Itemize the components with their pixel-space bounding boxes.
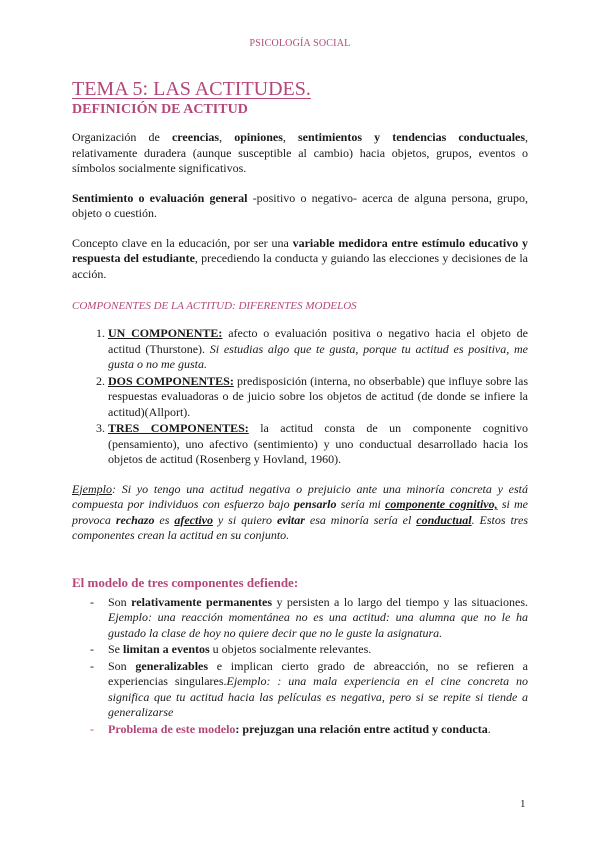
text-run: u objetos socialmente relevantes.	[209, 642, 372, 656]
models-list	[72, 326, 528, 468]
text-run: predisposición (interna, no obserbable) que influye sobre las respuestas evaluadoras o de juicio sobre los objetos de actitud (de donde se infiere la actitud)(Allport).	[108, 373, 528, 419]
three-components-heading: El modelo de tres componentes defiende:	[72, 574, 299, 590]
list-item	[108, 642, 528, 658]
list-item	[108, 722, 528, 738]
model-label: TRES COMPONENTES:	[108, 421, 249, 435]
text-run: y persisten a lo largo del tiempo y las situaciones.	[272, 594, 528, 609]
example-paragraph	[72, 482, 528, 544]
bold-term: Sentimiento o evaluación general	[72, 190, 248, 205]
text-run: sería mi	[336, 497, 386, 511]
bold-term: pensarlo	[293, 497, 337, 511]
page-content	[72, 78, 528, 738]
italic-example: Ejemplo: : una mala experiencia en el cine concreta no significa que tu actitud hacia las películas es negativa, pero si se repite si tiende a generalizarse	[108, 674, 528, 719]
text-run: ,	[282, 130, 299, 144]
feeling-paragraph	[72, 191, 528, 222]
text-run: esa minoría sería el	[304, 512, 417, 527]
text-run: y si quiero	[213, 512, 277, 527]
bold-term: variable medidora entre estímulo educativo y respuesta del estudiante	[72, 235, 528, 265]
text-run: Concepto clave en la educación, por ser una	[72, 235, 293, 250]
text-run: la actitud consta de un componente cognitivo (pensamiento), uno afectivo (sentimiento) y uno conductual desarrollado hacia los objetos de actitud (Rosenberg y Hovland, 1960).	[108, 421, 528, 466]
text-run: , precediendo la conducta y guiando las elecciones y decisiones de la acción.	[72, 251, 528, 281]
text-run: e implican cierto grado de abreacción, no se refieren a experiencias singulares.	[108, 658, 528, 688]
bold-underlined-term: conductual	[416, 512, 472, 527]
text-run: si me provoca	[72, 497, 529, 527]
bold-term: : prejuzgan una relación entre actitud y conducta	[235, 721, 488, 736]
bold-term: opiniones	[234, 130, 283, 144]
text-run: Se	[108, 642, 123, 656]
text-run: : Si yo tengo una actitud negativa o prejuicio ante una minoría concreta y está compuesta por individuos con esfuerzo bajo	[72, 481, 528, 511]
page-number: 1	[520, 798, 526, 810]
text-run: Organización de	[72, 130, 172, 144]
list-item	[108, 326, 528, 373]
text-run: Son	[108, 658, 136, 673]
text-run: -positivo o negativo- acerca de alguna persona, grupo, objeto o cuestión.	[72, 190, 528, 220]
bold-term: evitar	[276, 512, 305, 527]
list-item	[108, 421, 528, 468]
model-label: UN COMPONENTE:	[108, 326, 223, 340]
list-item	[108, 595, 528, 642]
topic-title: TEMA 5: LAS ACTITUDES.	[72, 78, 311, 100]
list-item	[108, 659, 528, 721]
italic-example: Ejemplo: una reacción momentánea no es una actitud: una alumna que no le ha gustado la clase de hoy no quiere decir que no le guste la asignatura.	[108, 610, 528, 640]
problem-label: Problema de este modelo	[108, 721, 236, 736]
text-run: afecto o evaluación positiva o negativo hacia el objeto de actitud (Thurstone).	[108, 326, 528, 356]
bold-term: sentimientos y tendencias conductuales	[298, 130, 526, 144]
defends-list	[72, 595, 528, 738]
text-run: Son	[108, 594, 132, 609]
example-label: Ejemplo	[72, 481, 112, 496]
text-run: es	[154, 512, 175, 527]
model-label: DOS COMPONENTES:	[108, 373, 234, 388]
text-run: , relativamente duradera (aunque susceptible al cambio) hacia objetos, grupos, eventos o símbolos socialmente significativos.	[72, 130, 529, 175]
definition-heading: DEFINICIÓN DE ACTITUD	[72, 102, 248, 117]
bold-underlined-term: afectivo	[174, 512, 213, 527]
education-paragraph	[72, 236, 528, 283]
bold-term: creencias	[171, 130, 220, 144]
components-heading: COMPONENTES DE LA ACTITUD: DIFERENTES MODELOS	[72, 300, 357, 312]
text-run: ,	[219, 130, 235, 144]
bold-term: generalizables	[135, 658, 209, 673]
text-run: . Estos tres componentes crean la actitud en su conjunto.	[72, 512, 529, 542]
running-header: PSICOLOGÍA SOCIAL	[249, 38, 351, 49]
bold-term: rechazo	[115, 512, 155, 527]
list-item	[108, 374, 528, 421]
italic-example: Si estudias algo que te gusta, porque tu actitud es positiva, me gusta o no me gusta.	[108, 341, 528, 371]
bold-term: limitan a eventos	[123, 642, 210, 656]
bold-term: relativamente permanentes	[131, 594, 273, 609]
text-run: .	[487, 721, 491, 736]
definition-paragraph	[72, 130, 528, 177]
bold-underlined-term: componente cognitivo,	[385, 497, 498, 511]
